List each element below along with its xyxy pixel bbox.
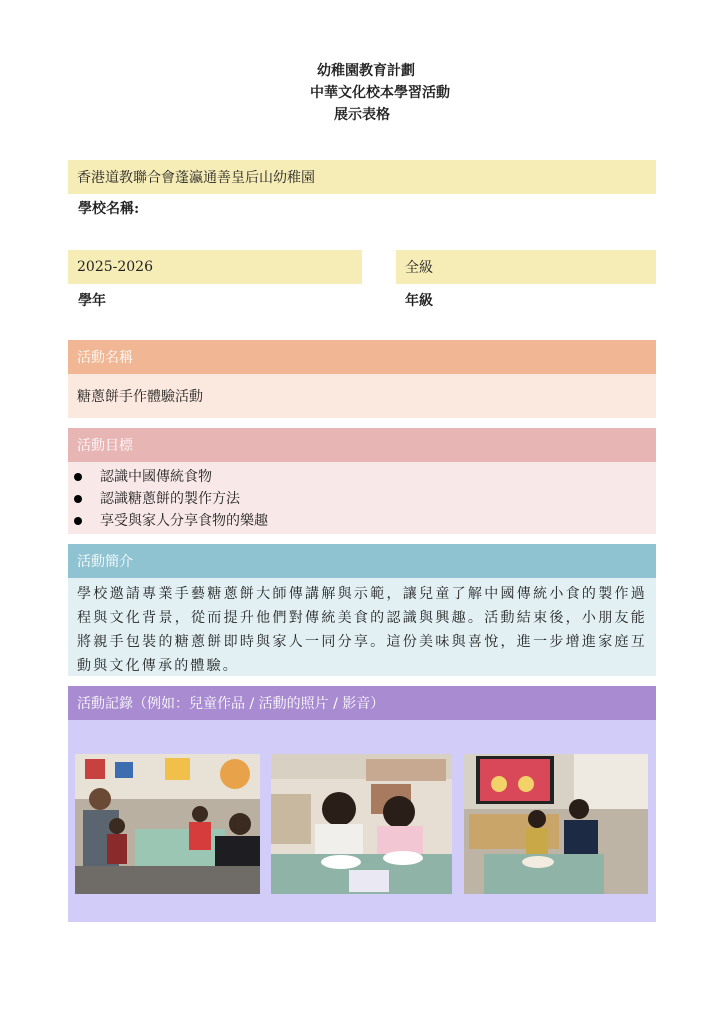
document-title [0, 60, 724, 126]
activity-photo-1 [75, 754, 260, 894]
activity-goals-list [68, 462, 656, 534]
grade-field: 全級 [396, 250, 656, 284]
activity-photo-2 [271, 754, 452, 894]
bullet-icon [74, 473, 82, 481]
activity-intro-heading: 活動簡介 [68, 544, 656, 578]
bullet-icon [74, 517, 82, 525]
school-year-field: 2025-2026 [68, 250, 362, 284]
title-line-1: 幼稚園教育計劃 [317, 63, 415, 79]
school-year-label: 學年 [78, 293, 106, 309]
school-name-label: 學校名稱: [78, 201, 140, 217]
activity-goals-heading: 活動目標 [68, 428, 656, 462]
school-name-field: 香港道教聯合會蓬瀛通善皇后山幼稚園 [68, 160, 656, 194]
grade-label: 年級 [405, 293, 433, 309]
activity-record-heading: 活動記錄（例如：兒童作品 / 活動的照片 / 影音） [68, 686, 656, 720]
bullet-icon [74, 495, 82, 503]
list-item: 認識糖蔥餅的製作方法 [60, 488, 648, 510]
title-line-2: 中華文化校本學習活動 [310, 85, 450, 101]
list-item: 認識中國傳統食物 [60, 466, 648, 488]
activity-intro-text: 學校邀請專業手藝糖蔥餅大師傳講解與示範，讓兒童了解中國傳統小食的製作過程與文化背景，從而提升他們對傳統美食的認識與興趣。活動結束後，小朋友能將親手包裝的糖蔥餅即時與家人一同分享。這份美味與喜悅，進一步增進家庭互動與文化傳承的體驗。 [68, 578, 656, 676]
title-line-3: 展示表格 [334, 107, 390, 123]
list-item: 享受與家人分享食物的樂趣 [60, 510, 648, 532]
activity-photo-3 [464, 754, 648, 894]
activity-name-heading: 活動名稱 [68, 340, 656, 374]
activity-name-value: 糖蔥餅手作體驗活動 [68, 374, 656, 418]
